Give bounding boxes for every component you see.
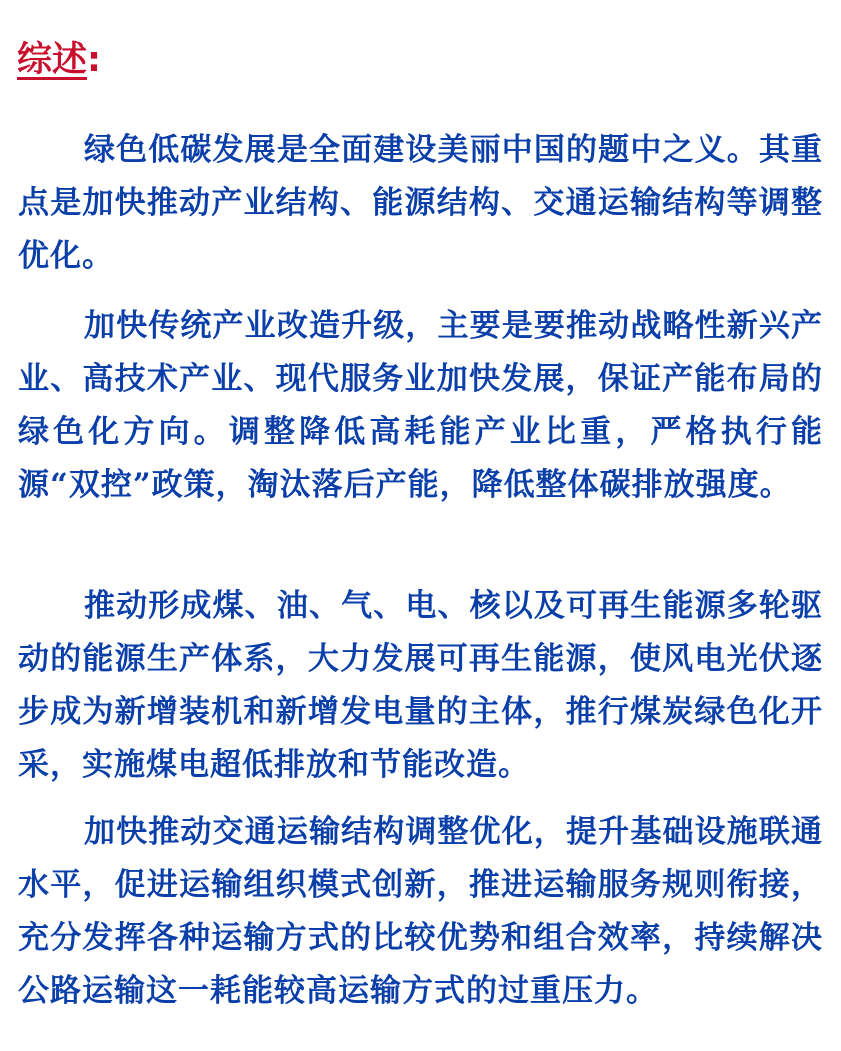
section-heading xyxy=(17,38,101,82)
paragraph-4: 加快推动交通运输结构调整优化，提升基础设施联通水平，促进运输组织模式创新，推进运输服务规则衔接，充分发挥各种运输方式的比较优势和组合效率，持续解决公路运输这一耗能较高运输方式的过重压力。 xyxy=(18,814,823,1009)
paragraph-2: 加快传统产业改造升级，主要是要推动战略性新兴产业、高技术产业、现代服务业加快发展，保证产能布局的绿色化方向。调整降低高耗能产业比重，严格执行能源“双控”政策，淘汰落后产能，降低整体碳排放强度。 xyxy=(18,308,823,503)
heading-title: 综述 xyxy=(17,40,88,80)
heading-colon: : xyxy=(87,40,102,80)
paragraph-3: 推动形成煤、油、气、电、核以及可再生能源多轮驱动的能源生产体系，大力发展可再生能源，使风电光伏逐步成为新增装机和新增发电量的主体，推行煤炭绿色化开采，实施煤电超低排放和节能改造。 xyxy=(18,588,823,783)
paragraph-1: 绿色低碳发展是全面建设美丽中国的题中之义。其重点是加快推动产业结构、能源结构、交通运输结构等调整优化。 xyxy=(18,132,823,274)
